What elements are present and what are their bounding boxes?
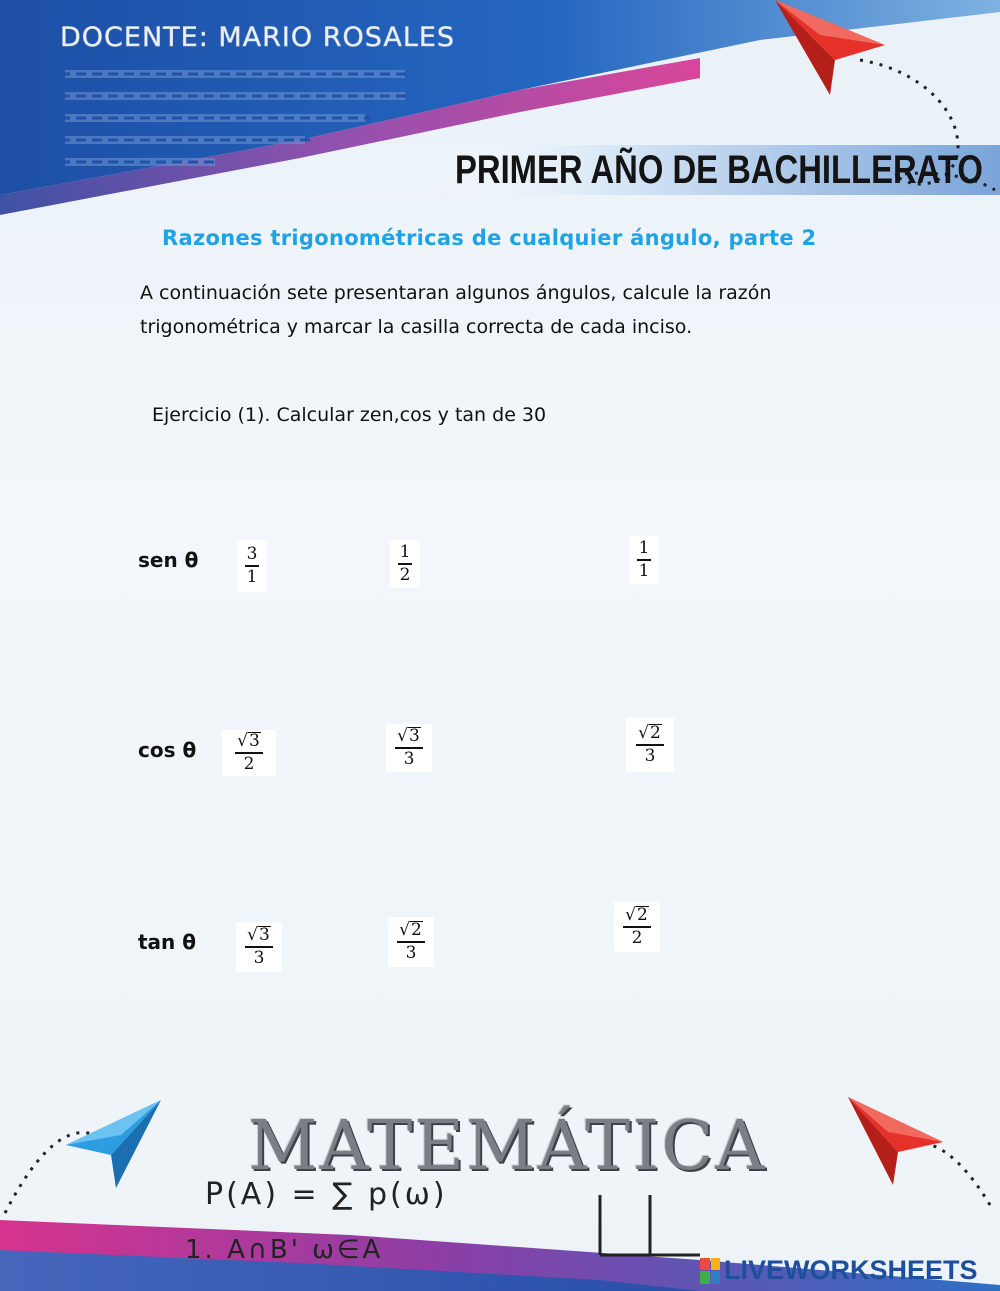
subject-title: MATEMÁTICA xyxy=(248,1107,767,1186)
sqrt-symbol: √ xyxy=(247,925,258,946)
teacher-name: DOCENTE: MARIO ROSALES xyxy=(60,22,456,53)
fraction xyxy=(395,727,423,768)
paper-plane-blue-icon xyxy=(66,1100,166,1190)
brand-name: LIVEWORKSHEETS xyxy=(724,1255,978,1285)
denominator: 2 xyxy=(399,564,411,585)
denominator: 2 xyxy=(631,927,643,948)
radicand: 2 xyxy=(637,905,648,926)
formula-sets: 1. A∩B' ω∈A xyxy=(185,1235,384,1265)
formula-probability: P(A) = ∑ p(ω) xyxy=(205,1177,448,1212)
fraction xyxy=(235,732,263,773)
option-sen-3[interactable] xyxy=(629,536,659,584)
worksheet-title: Razones trigonométricas de cualquier ángulo, parte 2 xyxy=(162,226,817,250)
fraction xyxy=(245,926,273,967)
fraction xyxy=(398,543,413,584)
option-sen-2[interactable] xyxy=(390,540,420,588)
option-tan-3[interactable] xyxy=(614,902,660,952)
footer-banner xyxy=(0,1085,1000,1291)
sqrt-symbol: √ xyxy=(399,920,410,941)
option-tan-2[interactable] xyxy=(388,917,434,967)
denominator: 1 xyxy=(246,566,258,587)
paper-plane-red-icon xyxy=(775,0,895,110)
sqrt-symbol: √ xyxy=(638,723,649,744)
row-label-tan: tan θ xyxy=(138,930,196,954)
denominator: 3 xyxy=(644,745,656,766)
row-label-sen: sen θ xyxy=(138,548,199,572)
denominator: 1 xyxy=(638,560,650,581)
radicand: 3 xyxy=(249,731,260,752)
option-cos-1[interactable] xyxy=(222,730,276,776)
sqrt-symbol: √ xyxy=(237,731,248,752)
denominator: 3 xyxy=(253,947,265,968)
numerator: 1 xyxy=(399,542,411,563)
option-cos-3[interactable] xyxy=(626,718,674,772)
header-banner xyxy=(0,0,1000,230)
instructions-line-2: trigonométrica y marcar la casilla correcta de cada inciso. xyxy=(140,316,693,338)
fraction xyxy=(623,906,651,947)
liveworksheets-brand xyxy=(700,1255,978,1286)
grade-level: PRIMER AÑO DE BACHILLERATO xyxy=(455,148,983,192)
numerator: 3 xyxy=(246,544,258,565)
denominator: 3 xyxy=(403,748,415,769)
radicand: 2 xyxy=(650,723,661,744)
row-label-cos: cos θ xyxy=(138,738,197,762)
radicand: 3 xyxy=(409,726,420,747)
fraction xyxy=(637,539,652,580)
radicand: 2 xyxy=(411,920,422,941)
exercise-prompt: Ejercicio (1). Calcular zen,cos y tan de 30 xyxy=(152,404,547,426)
option-sen-1[interactable] xyxy=(237,540,267,592)
paper-plane-red-icon xyxy=(848,1097,948,1187)
option-cos-2[interactable] xyxy=(386,724,432,772)
radicand: 3 xyxy=(259,925,270,946)
fraction xyxy=(245,545,260,586)
sqrt-symbol: √ xyxy=(397,726,408,747)
instructions-line-1: A continuación sete presentaran algunos ángulos, calcule la razón xyxy=(140,282,772,304)
liveworksheets-logo-icon xyxy=(700,1258,720,1284)
denominator: 2 xyxy=(243,753,255,774)
fraction xyxy=(397,921,425,962)
sqrt-symbol: √ xyxy=(625,905,636,926)
fraction xyxy=(636,724,664,765)
numerator: 1 xyxy=(638,538,650,559)
instructions xyxy=(140,276,860,344)
option-tan-1[interactable] xyxy=(236,922,282,972)
denominator: 3 xyxy=(405,942,417,963)
